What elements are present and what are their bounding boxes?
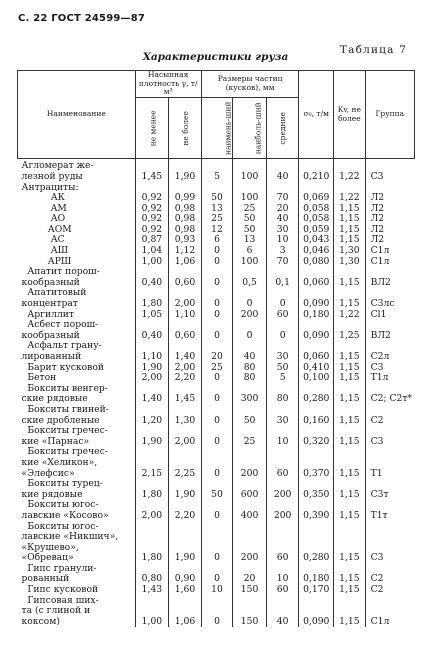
cell-small: 0 [201,267,233,288]
cell-max: 1,06 [169,257,202,268]
cell-max: 0,60 [169,267,202,288]
cell-kv: 1,15 [334,267,366,288]
cell-large: 200 [233,447,267,479]
cell-avg: 60 [266,310,299,321]
table-row [18,426,415,447]
cell-group: Л2 [365,204,414,215]
cell-group: Л2 [365,235,414,246]
cell-max: 2,20 [169,373,202,384]
cell-max: 0,98 [169,214,202,225]
cell-kv: 1,15 [334,384,366,405]
cell-sigma: 0,320 [299,426,334,447]
cell-sigma: 0,160 [299,405,334,426]
cell-avg: 0,1 [266,267,299,288]
cell-large: 600 [233,479,267,500]
cell-avg: 10 [266,426,299,447]
cell-large: 80 [233,363,267,374]
cell-name: Бокситы югос- лавские «Никшич», «Крушево», «Обревац» [21,520,119,564]
cell-sigma: 0,059 [299,225,334,236]
cell-avg: 30 [266,405,299,426]
cell-avg: 0 [266,320,299,341]
cell-avg: 40 [266,159,299,183]
cell-large: 25 [233,204,267,215]
cell-name: АШ [21,245,69,257]
col-smallest-header: наимень-ший [201,98,233,159]
cell-group: С1л [365,596,414,628]
cell-name: Антрациты: [21,181,79,193]
cell-avg: 3 [266,246,299,257]
cell-large: 20 [233,564,267,585]
cell-max: 0,98 [169,225,202,236]
cell-name: Бокситы гречес- кие «Хеликон», «Элефсис» [21,446,108,479]
cell-sigma: 0,370 [299,447,334,479]
cell-name: Гипсовая ших- та (с глиной и коксом) [21,594,99,627]
cell-group: С1л [365,257,414,268]
cell-name: Бокситы турец- кие рядовые [21,478,103,500]
cell-sigma: 0,100 [299,373,334,384]
cell-small: 0 [201,500,233,521]
cell-kv: 1,15 [334,585,366,596]
cell-name: Апатитовый концентрат [21,287,87,310]
cell-sigma: 0,410 [299,363,334,374]
cell-small: 0 [201,405,233,426]
cell-group: С2 [365,585,414,596]
cell-small: 0 [201,447,233,479]
col-name-header: Наименование [18,71,136,159]
cell-sigma: 0,180 [299,310,334,321]
cell-max: 1,30 [169,405,202,426]
cell-max: 1,45 [169,384,202,405]
cell-max: 0,60 [169,320,202,341]
cell-kv: 1,15 [334,204,366,215]
cell-group: С3т [365,479,414,500]
cell-large: 300 [233,384,267,405]
table-title: Характеристики груза [142,51,289,63]
cell-avg: 40 [266,596,299,628]
cell-kv: 1,30 [334,257,366,268]
cell-large: 50 [233,225,267,236]
cell-large: 50 [233,405,267,426]
cell-min: 2,00 [135,373,169,384]
cell-max: 2,00 [169,426,202,447]
cell-min: 1,40 [135,384,169,405]
cell-kv: 1,15 [334,373,366,384]
cell-sigma: 0,350 [299,479,334,500]
cell-name: АК [21,192,65,204]
table-row [18,500,415,521]
cell-group: ВЛ2 [365,320,414,341]
cell-min: 0,92 [135,214,169,225]
cell-sigma: 0,090 [299,320,334,341]
cell-min: 0,92 [135,225,169,236]
cell-name: Гипс кусковой [21,584,99,596]
cell-small: 13 [201,204,233,215]
cell-min: 0,40 [135,320,169,341]
cell-name: Апатит порош- кообразный [21,266,100,288]
cell-max: 1,90 [169,522,202,564]
cell-small: 6 [201,235,233,246]
cell-sigma: 0,080 [299,257,334,268]
cell-max: 0,90 [169,564,202,585]
cell-large: 0 [233,320,267,341]
cell-avg: 20 [266,204,299,215]
cell-avg: 5 [266,373,299,384]
cell-max: 1,12 [169,246,202,257]
col-density-header: Насыпная плотность γ, т/м³ [135,71,201,98]
cell-small: 0 [201,246,233,257]
cell-small: 0 [201,288,233,309]
col-kv-header: Kv, не более [334,71,366,159]
cell-max: 0,93 [169,235,202,246]
cell-name: АС [21,234,65,246]
cell-min: 1,90 [135,363,169,374]
cell-large: 200 [233,310,267,321]
cell-name: Агломерат же- лезной руды [21,160,94,182]
cell-max: 2,00 [169,363,202,374]
cell-name: Бокситы гвиней- ские дробленые [21,403,109,426]
cell-min: 1,20 [135,405,169,426]
cell-group: Л2 [365,214,414,225]
cell-kv: 1,15 [334,235,366,246]
cell-avg: 40 [266,214,299,225]
cell-large: 100 [233,159,267,183]
cell-min: 1,90 [135,426,169,447]
cell-min: 0,87 [135,235,169,246]
cell-sigma: 0,210 [299,159,334,183]
cell-max: 1,40 [169,341,202,362]
cell-sigma: 0,069 [299,193,334,204]
cell-min: 1,80 [135,479,169,500]
cell-kv: 1,15 [334,214,366,225]
cell-avg: 50 [266,363,299,374]
cell-avg: 60 [266,585,299,596]
cell-group: Т1 [365,447,414,479]
cell-sigma: 0,043 [299,235,334,246]
cell-group: Cl1 [365,310,414,321]
page-header: С. 22 ГОСТ 24599—87 [18,13,146,24]
cell-sigma: 0,090 [299,596,334,628]
cargo-characteristics-table [17,70,415,627]
cell-sigma: 0,280 [299,384,334,405]
cell-group: Л2 [365,193,414,204]
cell-kv: 1,22 [334,310,366,321]
cell-avg: 200 [266,479,299,500]
cell-min: 0,92 [135,204,169,215]
cell-sigma: 0,060 [299,267,334,288]
cell-large: 0,5 [233,267,267,288]
cell-name: Бокситы югос- лавские «Косово» [21,499,109,521]
col-group-header: Группа [365,71,414,159]
cell-min: 0,92 [135,193,169,204]
cell-sigma: 0,390 [299,500,334,521]
table-row [18,522,415,564]
cell-avg: 70 [266,257,299,268]
cell-group: Л2 [365,225,414,236]
cell-group: С2 [365,405,414,426]
cell-large: 80 [233,373,267,384]
cell-kv: 1,15 [334,500,366,521]
cell-min: 1,45 [135,159,169,183]
cell-small: 0 [201,310,233,321]
cell-small: 0 [201,564,233,585]
cell-max: 1,90 [169,159,202,183]
table-row [18,159,415,183]
cell-avg: 70 [266,193,299,204]
cell-name: Аргиллит [21,308,74,320]
cell-large: 200 [233,522,267,564]
cell-group: ВЛ2 [365,267,414,288]
cell-small: 50 [201,193,233,204]
cell-max: 1,60 [169,585,202,596]
cell-large: 25 [233,426,267,447]
table-row [18,596,415,628]
cell-max: 1,10 [169,310,202,321]
cell-small: 50 [201,479,233,500]
cell-kv: 1,22 [334,159,366,183]
cell-min: 1,43 [135,585,169,596]
cell-name: Гипс гранули- рованный [21,562,97,585]
cell-group: С3лс [365,288,414,309]
cell-large: 0 [233,288,267,309]
cell-small: 0 [201,522,233,564]
cell-name: АО [21,213,66,225]
cell-sigma: 0,090 [299,288,334,309]
cell-sigma: 0,060 [299,341,334,362]
cell-small: 20 [201,341,233,362]
cell-small: 0 [201,320,233,341]
cell-large: 150 [233,585,267,596]
table-row [18,341,415,362]
cell-small: 0 [201,426,233,447]
cell-group: Т1т [365,500,414,521]
cell-min: 1,05 [135,310,169,321]
table-row [18,384,415,405]
cell-kv: 1,25 [334,320,366,341]
cell-avg: 0 [266,288,299,309]
table-row [18,405,415,426]
cell-name: Бокситы гречес- кие «Парнас» [21,425,108,447]
cell-kv: 1,15 [334,405,366,426]
table-body [18,159,415,628]
cell-group: Т1л [365,373,414,384]
cell-name: Бокситы венгер- ские рядовые [21,382,108,405]
cell-avg: 30 [266,341,299,362]
cell-small: 25 [201,363,233,374]
cell-kv: 1,22 [334,193,366,204]
cell-min: 1,10 [135,341,169,362]
cell-min: 1,00 [135,257,169,268]
cell-sigma: 0,180 [299,564,334,585]
cell-small: 0 [201,596,233,628]
cell-large: 13 [233,235,267,246]
cell-max: 0,98 [169,204,202,215]
cell-max: 1,06 [169,596,202,628]
cell-group: С3 [365,522,414,564]
cell-large: 100 [233,193,267,204]
cell-min: 0,80 [135,564,169,585]
cell-min: 1,80 [135,288,169,309]
col-min-header: не менее [135,98,169,159]
cell-small: 12 [201,225,233,236]
cell-large: 6 [233,246,267,257]
cell-name: Барит кусковой [21,361,104,373]
cell-kv: 1,30 [334,246,366,257]
cell-sigma: 0,058 [299,204,334,215]
cell-min: 0,40 [135,267,169,288]
col-max-header: не более [169,98,202,159]
cell-small: 0 [201,257,233,268]
table-row [18,564,415,585]
cell-min: 1,00 [135,596,169,628]
cell-large: 100 [233,257,267,268]
cell-sigma: 0,046 [299,246,334,257]
cell-small: 0 [201,384,233,405]
cell-group: С3 [365,426,414,447]
cell-group: С2 [365,564,414,585]
cell-name: Асбест порош- кообразный [21,319,99,341]
cell-sigma: 0,058 [299,214,334,225]
cell-kv: 1,15 [334,564,366,585]
cell-kv: 1,15 [334,288,366,309]
cell-avg: 60 [266,522,299,564]
table-row [18,320,415,341]
cell-min: 1,04 [135,246,169,257]
cell-kv: 1,15 [334,341,366,362]
cell-name: АОМ [21,223,72,235]
cell-large: 400 [233,500,267,521]
cell-small: 0 [201,373,233,384]
col-largest-header: наиболь-ший [233,98,267,159]
table-row [18,288,415,309]
cell-small: 25 [201,214,233,225]
cell-name: Асфальт грану- лированный [21,340,102,362]
cell-min: 1,80 [135,522,169,564]
cell-kv: 1,15 [334,522,366,564]
cell-sigma: 0,280 [299,522,334,564]
cell-group: С3 [365,363,414,374]
cell-kv: 1,15 [334,426,366,447]
cell-group: С2л [365,341,414,362]
cell-kv: 1,15 [334,225,366,236]
table-row [18,447,415,479]
cell-group: С3 [365,159,414,183]
table-row [18,479,415,500]
cell-avg: 30 [266,225,299,236]
cell-kv: 1,15 [334,596,366,628]
cell-kv: 1,15 [334,363,366,374]
col-average-header: средние [266,98,299,159]
table-number: Таблица 7 [339,44,407,56]
cell-large: 50 [233,214,267,225]
cell-kv: 1,15 [334,479,366,500]
cell-max: 0,99 [169,193,202,204]
col-sizes-header: Размеры частиц (кусков), мм [201,71,299,98]
cell-name: Бетон [21,372,57,384]
cell-small: 5 [201,159,233,183]
cell-group: С2; С2т* [365,384,414,405]
cell-min: 2,00 [135,500,169,521]
cell-name: АРШ [21,255,72,267]
cell-max: 2,25 [169,447,202,479]
cell-max: 2,00 [169,288,202,309]
col-sigma-header: σ₀, т/м [299,71,334,159]
cell-min: 2,15 [135,447,169,479]
cell-avg: 200 [266,500,299,521]
cell-large: 40 [233,341,267,362]
cell-large: 150 [233,596,267,628]
cell-avg: 80 [266,384,299,405]
cell-group: С1л [365,246,414,257]
cell-max: 1,90 [169,479,202,500]
cell-avg: 10 [266,235,299,246]
cell-kv: 1,15 [334,447,366,479]
table-row [18,267,415,288]
cell-name: AM [21,202,67,214]
cell-small: 10 [201,585,233,596]
cell-sigma: 0,170 [299,585,334,596]
cell-avg: 10 [266,564,299,585]
cell-max: 2,20 [169,500,202,521]
cell-avg: 60 [266,447,299,479]
